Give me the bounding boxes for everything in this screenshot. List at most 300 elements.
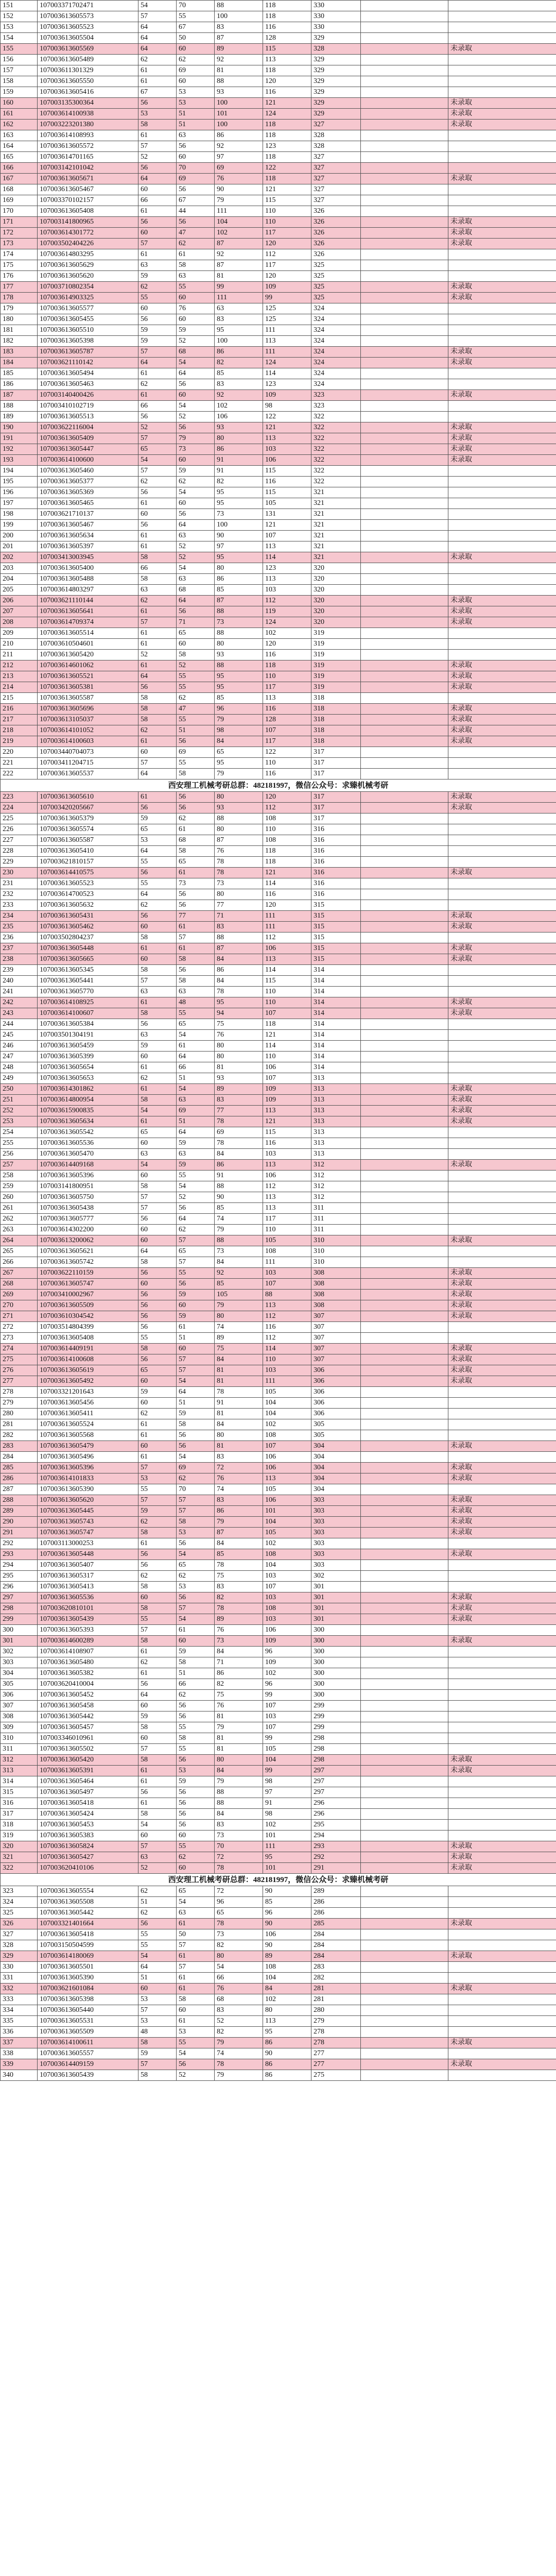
row-index: 295 xyxy=(1,1571,38,1582)
row-index: 165 xyxy=(1,152,38,163)
score-total: 304 xyxy=(311,1452,361,1463)
score-professional: 98 xyxy=(263,401,311,412)
row-index: 317 xyxy=(1,1809,38,1820)
rank-cell xyxy=(361,1495,448,1506)
score-total: 284 xyxy=(311,1951,361,1962)
candidate-id: 107003613605634 xyxy=(38,531,138,541)
score-math: 91 xyxy=(215,466,263,477)
rank-cell xyxy=(361,1452,448,1463)
status-cell xyxy=(448,1138,556,1149)
score-english: 55 xyxy=(177,1744,215,1755)
score-professional: 123 xyxy=(263,141,311,152)
candidate-id: 107003420205667 xyxy=(38,803,138,814)
score-politics: 59 xyxy=(138,1711,177,1722)
score-politics: 62 xyxy=(138,379,177,390)
candidate-id: 107003613605442 xyxy=(38,1908,138,1919)
score-politics: 61 xyxy=(138,76,177,87)
status-cell: 未录取 xyxy=(448,347,556,358)
table-row xyxy=(1,1852,556,1863)
status-cell: 未录取 xyxy=(448,997,556,1008)
score-professional: 120 xyxy=(263,76,311,87)
table-row xyxy=(1,1246,556,1257)
score-english: 68 xyxy=(177,835,215,846)
score-total: 303 xyxy=(311,1495,361,1506)
status-cell xyxy=(448,152,556,163)
rank-cell xyxy=(361,1690,448,1701)
score-total: 324 xyxy=(311,358,361,368)
group-banner-row xyxy=(1,779,556,792)
score-total: 300 xyxy=(311,1690,361,1701)
table-row xyxy=(1,792,556,803)
score-professional: 105 xyxy=(263,1387,311,1398)
candidate-id: 107003613605523 xyxy=(38,878,138,889)
row-index: 166 xyxy=(1,163,38,174)
score-english: 62 xyxy=(177,239,215,249)
row-index: 209 xyxy=(1,628,38,639)
status-cell xyxy=(448,541,556,552)
score-professional: 105 xyxy=(263,1235,311,1246)
score-english: 52 xyxy=(177,336,215,347)
row-index: 225 xyxy=(1,814,38,824)
score-professional: 120 xyxy=(263,271,311,282)
score-math: 74 xyxy=(215,2048,263,2059)
rank-cell xyxy=(361,1582,448,1592)
score-professional: 106 xyxy=(263,1171,311,1181)
rank-cell xyxy=(361,22,448,33)
score-english: 56 xyxy=(177,1441,215,1452)
status-cell xyxy=(448,401,556,412)
score-math: 82 xyxy=(215,2027,263,2038)
score-math: 95 xyxy=(215,487,263,498)
score-total: 313 xyxy=(311,1095,361,1106)
score-math: 72 xyxy=(215,1852,263,1863)
score-professional: 85 xyxy=(263,1897,311,1908)
score-professional: 103 xyxy=(263,585,311,596)
score-professional: 101 xyxy=(263,1831,311,1841)
status-cell: 未录取 xyxy=(448,1603,556,1614)
status-cell xyxy=(448,1798,556,1809)
score-english: 63 xyxy=(177,130,215,141)
status-cell xyxy=(448,1214,556,1225)
score-professional: 101 xyxy=(263,1863,311,1874)
score-total: 318 xyxy=(311,715,361,725)
row-index: 246 xyxy=(1,1041,38,1052)
score-english: 56 xyxy=(177,1538,215,1549)
rank-cell xyxy=(361,1820,448,1831)
rank-cell xyxy=(361,563,448,574)
score-math: 82 xyxy=(215,1940,263,1951)
score-english: 67 xyxy=(177,22,215,33)
score-math: 81 xyxy=(215,271,263,282)
row-index: 153 xyxy=(1,22,38,33)
score-total: 325 xyxy=(311,293,361,303)
table-row xyxy=(1,1776,556,1787)
score-english: 61 xyxy=(177,922,215,933)
status-cell: 未录取 xyxy=(448,1473,556,1484)
candidate-id: 107003613605569 xyxy=(38,44,138,55)
score-politics: 54 xyxy=(138,1820,177,1831)
score-professional: 104 xyxy=(263,1973,311,1984)
score-english: 50 xyxy=(177,1929,215,1940)
score-math: 79 xyxy=(215,715,263,725)
score-math: 85 xyxy=(215,693,263,704)
rank-cell xyxy=(361,444,448,455)
score-english: 56 xyxy=(177,1711,215,1722)
candidate-id: 107003621110142 xyxy=(38,358,138,368)
row-index: 264 xyxy=(1,1235,38,1246)
score-math: 69 xyxy=(215,1127,263,1138)
status-cell: 未录取 xyxy=(448,1290,556,1300)
score-total: 303 xyxy=(311,1528,361,1538)
candidate-id: 107003613605411 xyxy=(38,1409,138,1419)
score-english: 61 xyxy=(177,1951,215,1962)
score-math: 54 xyxy=(215,1962,263,1973)
score-english: 54 xyxy=(177,563,215,574)
score-politics: 66 xyxy=(138,401,177,412)
score-english: 47 xyxy=(177,228,215,239)
row-index: 273 xyxy=(1,1333,38,1344)
table-row xyxy=(1,1441,556,1452)
row-index: 212 xyxy=(1,660,38,671)
score-politics: 61 xyxy=(138,639,177,650)
score-professional: 96 xyxy=(263,1908,311,1919)
status-cell: 未录取 xyxy=(448,239,556,249)
score-math: 100 xyxy=(215,336,263,347)
score-politics: 61 xyxy=(138,206,177,217)
score-total: 314 xyxy=(311,997,361,1008)
rank-cell xyxy=(361,1571,448,1582)
rank-cell xyxy=(361,1279,448,1290)
table-row xyxy=(1,217,556,228)
status-cell xyxy=(448,2016,556,2027)
score-math: 78 xyxy=(215,1116,263,1127)
score-politics: 57 xyxy=(138,433,177,444)
table-row xyxy=(1,314,556,325)
rank-cell xyxy=(361,1419,448,1430)
rank-cell xyxy=(361,1679,448,1690)
rank-cell xyxy=(361,314,448,325)
score-total: 301 xyxy=(311,1592,361,1603)
score-math: 95 xyxy=(215,325,263,336)
row-index: 282 xyxy=(1,1430,38,1441)
score-total: 326 xyxy=(311,239,361,249)
rank-cell xyxy=(361,954,448,965)
row-index: 251 xyxy=(1,1095,38,1106)
score-politics: 58 xyxy=(138,1722,177,1733)
rank-cell xyxy=(361,174,448,184)
candidate-id: 107003614100600 xyxy=(38,455,138,466)
score-professional: 124 xyxy=(263,358,311,368)
score-english: 53 xyxy=(177,98,215,109)
score-math: 97 xyxy=(215,152,263,163)
row-index: 182 xyxy=(1,336,38,347)
score-english: 69 xyxy=(177,747,215,758)
candidate-id: 107003613605464 xyxy=(38,1776,138,1787)
status-cell: 未录取 xyxy=(448,943,556,954)
rank-cell xyxy=(361,1852,448,1863)
table-row xyxy=(1,1809,556,1820)
table-row xyxy=(1,1322,556,1333)
row-index: 279 xyxy=(1,1398,38,1409)
rank-cell xyxy=(361,1398,448,1409)
score-politics: 58 xyxy=(138,1582,177,1592)
table-row xyxy=(1,498,556,509)
status-cell: 未录取 xyxy=(448,715,556,725)
score-math: 91 xyxy=(215,1171,263,1181)
candidate-id: 107003413003945 xyxy=(38,552,138,563)
status-cell xyxy=(448,509,556,520)
score-total: 312 xyxy=(311,1171,361,1181)
status-cell xyxy=(448,1722,556,1733)
rank-cell xyxy=(361,835,448,846)
rank-cell xyxy=(361,2070,448,2081)
row-index: 211 xyxy=(1,650,38,660)
rank-cell xyxy=(361,736,448,747)
score-total: 303 xyxy=(311,1560,361,1571)
score-total: 329 xyxy=(311,98,361,109)
table-row xyxy=(1,1149,556,1160)
score-professional: 117 xyxy=(263,682,311,693)
score-politics: 56 xyxy=(138,911,177,922)
rank-cell xyxy=(361,911,448,922)
score-politics: 53 xyxy=(138,109,177,120)
table-row xyxy=(1,260,556,271)
rank-cell xyxy=(361,1,448,11)
score-professional: 116 xyxy=(263,1138,311,1149)
score-math: 83 xyxy=(215,922,263,933)
rank-cell xyxy=(361,922,448,933)
score-english: 48 xyxy=(177,997,215,1008)
status-cell xyxy=(448,1452,556,1463)
score-politics: 63 xyxy=(138,1852,177,1863)
candidate-id: 107003613605396 xyxy=(38,1463,138,1473)
score-professional: 102 xyxy=(263,628,311,639)
score-politics: 55 xyxy=(138,857,177,868)
score-english: 62 xyxy=(177,1473,215,1484)
table-row xyxy=(1,541,556,552)
status-cell xyxy=(448,1538,556,1549)
status-cell: 未录取 xyxy=(448,1506,556,1517)
table-row xyxy=(1,769,556,779)
score-math: 76 xyxy=(215,174,263,184)
row-index: 193 xyxy=(1,455,38,466)
score-math: 76 xyxy=(215,1030,263,1041)
rank-cell xyxy=(361,1171,448,1181)
row-index: 163 xyxy=(1,130,38,141)
score-english: 64 xyxy=(177,1127,215,1138)
score-politics: 58 xyxy=(138,2070,177,2081)
table-row xyxy=(1,422,556,433)
candidate-id: 107003613605514 xyxy=(38,628,138,639)
status-cell xyxy=(448,336,556,347)
score-english: 61 xyxy=(177,943,215,954)
score-english: 54 xyxy=(177,1376,215,1387)
candidate-id: 107003613605629 xyxy=(38,260,138,271)
table-row xyxy=(1,639,556,650)
score-professional: 86 xyxy=(263,2038,311,2048)
table-row xyxy=(1,65,556,76)
status-cell xyxy=(448,650,556,660)
rank-cell xyxy=(361,293,448,303)
row-index: 227 xyxy=(1,835,38,846)
candidate-id: 107003620410106 xyxy=(38,1863,138,1874)
score-english: 57 xyxy=(177,1506,215,1517)
score-professional: 112 xyxy=(263,1181,311,1192)
row-index: 243 xyxy=(1,1008,38,1019)
candidate-id: 107003613605557 xyxy=(38,2048,138,2059)
score-professional: 121 xyxy=(263,184,311,195)
score-total: 324 xyxy=(311,379,361,390)
rank-cell xyxy=(361,1225,448,1235)
score-total: 322 xyxy=(311,455,361,466)
score-math: 100 xyxy=(215,11,263,22)
rank-cell xyxy=(361,824,448,835)
score-professional: 80 xyxy=(263,2005,311,2016)
score-politics: 60 xyxy=(138,1052,177,1062)
score-total: 297 xyxy=(311,1787,361,1798)
score-politics: 62 xyxy=(138,1657,177,1668)
score-total: 329 xyxy=(311,76,361,87)
score-professional: 120 xyxy=(263,639,311,650)
score-politics: 54 xyxy=(138,1951,177,1962)
score-total: 301 xyxy=(311,1603,361,1614)
candidate-id: 107003613605398 xyxy=(38,336,138,347)
candidate-id: 107003622110159 xyxy=(38,1268,138,1279)
score-politics: 57 xyxy=(138,141,177,152)
score-politics: 57 xyxy=(138,1192,177,1203)
status-cell: 未录取 xyxy=(448,174,556,184)
rank-cell xyxy=(361,1560,448,1571)
score-total: 321 xyxy=(311,531,361,541)
score-math: 87 xyxy=(215,596,263,606)
rank-cell xyxy=(361,336,448,347)
status-cell xyxy=(448,1171,556,1181)
score-total: 311 xyxy=(311,1214,361,1225)
status-cell: 未录取 xyxy=(448,1095,556,1106)
score-politics: 59 xyxy=(138,814,177,824)
score-total: 320 xyxy=(311,596,361,606)
candidate-id: 107003613605750 xyxy=(38,1192,138,1203)
candidate-id: 107003613605459 xyxy=(38,1041,138,1052)
row-index: 298 xyxy=(1,1603,38,1614)
candidate-id: 107003613605407 xyxy=(38,1560,138,1571)
rank-cell xyxy=(361,769,448,779)
score-politics: 61 xyxy=(138,1116,177,1127)
score-professional: 110 xyxy=(263,1225,311,1235)
table-row xyxy=(1,1073,556,1084)
score-english: 59 xyxy=(177,1409,215,1419)
table-row xyxy=(1,358,556,368)
score-professional: 108 xyxy=(263,1603,311,1614)
candidate-id: 107003613605513 xyxy=(38,412,138,422)
row-index: 322 xyxy=(1,1863,38,1874)
score-politics: 54 xyxy=(138,1160,177,1171)
row-index: 293 xyxy=(1,1549,38,1560)
table-row xyxy=(1,466,556,477)
row-index: 287 xyxy=(1,1484,38,1495)
rank-cell xyxy=(361,163,448,174)
table-row xyxy=(1,758,556,769)
table-row xyxy=(1,1897,556,1908)
score-politics: 66 xyxy=(138,195,177,206)
candidate-id: 107003150504599 xyxy=(38,1940,138,1951)
score-english: 66 xyxy=(177,1062,215,1073)
table-row xyxy=(1,1,556,11)
row-index: 311 xyxy=(1,1744,38,1755)
candidate-id: 107003614409168 xyxy=(38,1160,138,1171)
score-professional: 116 xyxy=(263,477,311,487)
candidate-id: 107003614108907 xyxy=(38,1647,138,1657)
score-total: 298 xyxy=(311,1755,361,1766)
score-politics: 60 xyxy=(138,1831,177,1841)
candidate-id: 107003613605439 xyxy=(38,2070,138,2081)
table-row xyxy=(1,846,556,857)
candidate-id: 107003621710137 xyxy=(38,509,138,520)
score-math: 85 xyxy=(215,1203,263,1214)
score-english: 56 xyxy=(177,1787,215,1798)
candidate-id: 107003613605573 xyxy=(38,11,138,22)
score-professional: 128 xyxy=(263,33,311,44)
score-english: 55 xyxy=(177,1171,215,1181)
score-politics: 58 xyxy=(138,1755,177,1766)
score-politics: 57 xyxy=(138,1625,177,1636)
score-professional: 125 xyxy=(263,314,311,325)
score-politics: 61 xyxy=(138,368,177,379)
candidate-id: 107003613605447 xyxy=(38,444,138,455)
score-politics: 61 xyxy=(138,1538,177,1549)
score-professional: 125 xyxy=(263,303,311,314)
table-row xyxy=(1,293,556,303)
score-math: 75 xyxy=(215,1571,263,1582)
table-row xyxy=(1,824,556,835)
status-cell: 未录取 xyxy=(448,1549,556,1560)
candidate-id: 107003613605462 xyxy=(38,922,138,933)
score-english: 59 xyxy=(177,466,215,477)
score-english: 58 xyxy=(177,260,215,271)
row-index: 338 xyxy=(1,2048,38,2059)
score-politics: 58 xyxy=(138,933,177,943)
score-politics: 60 xyxy=(138,954,177,965)
rank-cell xyxy=(361,44,448,55)
score-professional: 120 xyxy=(263,900,311,911)
rank-cell xyxy=(361,747,448,758)
candidate-id: 107003410002967 xyxy=(38,1290,138,1300)
table-row xyxy=(1,1571,556,1582)
score-math: 76 xyxy=(215,1473,263,1484)
score-math: 92 xyxy=(215,1268,263,1279)
candidate-id: 107003613605463 xyxy=(38,379,138,390)
status-cell xyxy=(448,900,556,911)
candidate-id: 107003613605610 xyxy=(38,792,138,803)
score-professional: 117 xyxy=(263,260,311,271)
rank-cell xyxy=(361,2016,448,2027)
table-row xyxy=(1,1528,556,1538)
status-cell xyxy=(448,1062,556,1073)
rank-cell xyxy=(361,487,448,498)
table-row xyxy=(1,120,556,130)
rank-cell xyxy=(361,195,448,206)
score-professional: 116 xyxy=(263,889,311,900)
row-index: 174 xyxy=(1,249,38,260)
table-row xyxy=(1,163,556,174)
row-index: 154 xyxy=(1,33,38,44)
candidate-id: 107003613605448 xyxy=(38,1549,138,1560)
candidate-id: 107003141800951 xyxy=(38,1181,138,1192)
score-politics: 52 xyxy=(138,1863,177,1874)
rank-cell xyxy=(361,1863,448,1874)
table-row xyxy=(1,1354,556,1365)
status-cell xyxy=(448,1333,556,1344)
